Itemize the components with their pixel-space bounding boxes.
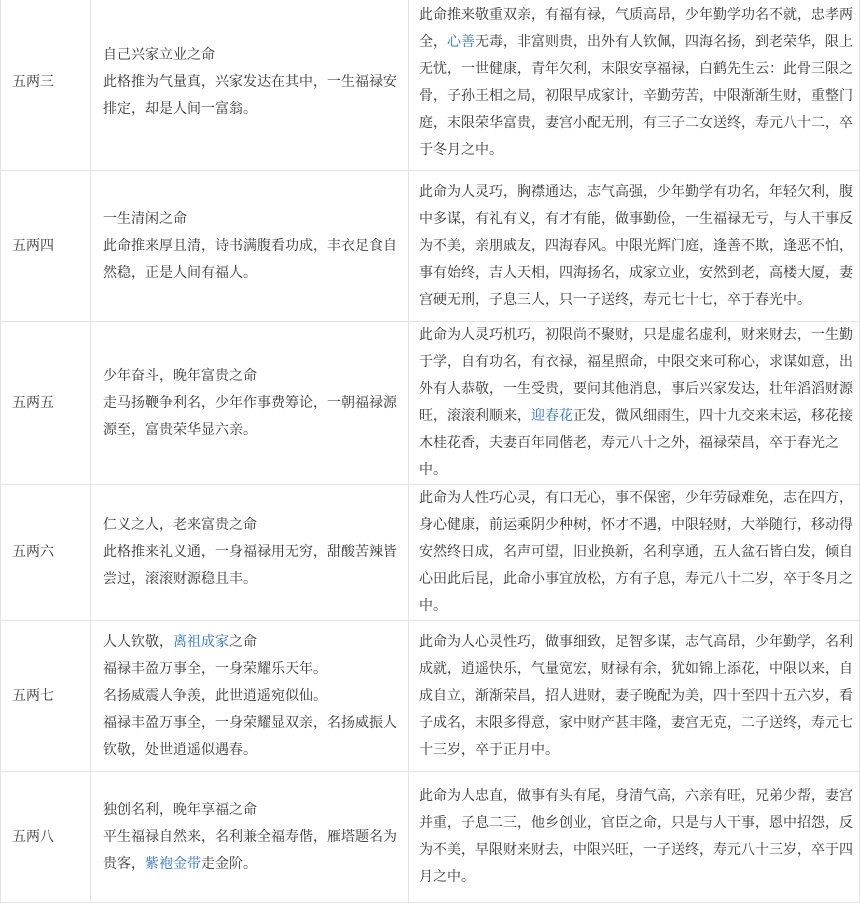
- detail-cell: [409, 171, 860, 322]
- fortune-title: [103, 797, 400, 824]
- text-segment: 此命为人心灵性巧，做事细致，足智多谋，志气高昂，少年勤学，名利成就，逍遥快乐，气量宽宏，财禄有余，犹如锦上添花，中限以来，自成自立，渐渐荣昌，招人进财，妻子晚配为美，四十至四十五六岁，看子成名，末限多得意，家中财产甚丰隆，妻宫无克，二子送终，寿元七十三岁，卒于正月中。: [419, 633, 853, 758]
- text-segment: 福禄丰盈万事全，一身荣耀显双亲，名扬威振人钦敬，处世逍遥似遇春。: [103, 714, 397, 758]
- text-segment: 福禄丰盈万事全，一身荣耀乐天年。: [103, 660, 327, 677]
- text-segment: 之命: [229, 633, 257, 650]
- detail-cell: [409, 621, 860, 772]
- text-segment: 此命推来厚且清，诗书满腹看功成，丰衣足食自然稳，正是人间有福人。: [103, 237, 397, 281]
- verse-line: [103, 710, 400, 764]
- verse-line: [103, 390, 400, 444]
- text-segment: 正发，微风细雨生，四十九交来末运，移花接木桂花香，夫妻百年同偕老，寿元八十之外，福禄荣昌，卒于春光之中。: [419, 408, 853, 478]
- table-row: [1, 772, 860, 903]
- fortune-title: [103, 629, 400, 656]
- keyword-link[interactable]: 紫袍金带: [145, 855, 201, 872]
- verse-line: [103, 824, 400, 878]
- fortune-title: [103, 363, 400, 390]
- table-row: [1, 171, 860, 322]
- verse-line: [103, 233, 400, 287]
- text-segment: 此命为人灵巧机巧，初限尚不聚财，只是虚名虚利，财来财去，一生勤于学，自有功名，有衣禄，福星照命，中限交来可称心，求谋如意，出外有人恭敬，一生受贵，要问其他消息，事后兴家发达，壮年滔滔财源旺，滚滚利顺来，: [419, 327, 853, 424]
- detail-cell: [409, 485, 860, 621]
- weight-cell: 五两五: [1, 322, 91, 485]
- title-cell: [91, 485, 409, 621]
- text-segment: 一生清闲之命: [103, 210, 187, 227]
- text-segment: 独创名利，晚年享福之命: [103, 801, 257, 818]
- text-segment: 此命为人忠直，做事有头有尾，身清气高，六亲有旺，兄弟少帮，妻宫并重，子息二三，他乡创业，官臣之命，只是与人干事，恩中招怨，反为不美，早限财来财去，中限兴旺，一子送终，寿元八十三岁，卒于四月之中。: [419, 788, 853, 885]
- weight-cell: 五两六: [1, 485, 91, 621]
- text-segment: 走马扬鞭争利名，少年作事费筹论，一朝福禄源源至，富贵荣华显六亲。: [103, 394, 397, 438]
- text-segment: 平生福禄自然来，名利兼全福寿偕，雁塔题名为贵客，: [103, 828, 397, 872]
- weight-cell: 五两七: [1, 621, 91, 772]
- table-row: [1, 621, 860, 772]
- weight-cell: 五两三: [1, 0, 91, 171]
- keyword-link[interactable]: 离祖成家: [173, 633, 229, 650]
- table-row: [1, 0, 860, 171]
- text-segment: 此命为人灵巧，胸襟通达，志气高强，少年勤学有功名，年轻欠利，腹中多谋，有礼有义，有才有能，做事勤俭，一生福禄无亏，与人干事反为不美，亲朋戚友，四海春风。中限光辉门庭，逢善不欺，逢恶不怕，事有始终，吉人天相，四海扬名，成家立业，安然到老，高楼大厦，妻宫硬无刑，子息三人，只一子送终，寿元七十七，卒于春光中。: [419, 183, 853, 308]
- text-segment: 名扬威震人争羡，此世逍遥宛似仙。: [103, 687, 327, 704]
- text-segment: 此命为人性巧心灵，有口无心，事不保密，少年劳碌难免，志在四方，身心健康，前运乘阴少种树，怀才不遇，中限轻财，大举随行，移动得安然终日成，名声可望，旧业换新，名利享通，五人盆石皆白发，倾自心田此后昆，此命小事宜放松，方有子息，寿元八十二岁，卒于冬月之中。: [419, 490, 853, 614]
- verse-line: [103, 683, 400, 710]
- detail-cell: [409, 0, 860, 171]
- table-row: [1, 322, 860, 485]
- title-cell: [91, 0, 409, 171]
- verse-line: [103, 539, 400, 593]
- weight-cell: 五两四: [1, 171, 91, 322]
- text-segment: 仁义之人，老来富贵之命: [103, 517, 257, 533]
- keyword-link[interactable]: 心善: [447, 33, 475, 50]
- text-segment: 人人钦敬，: [103, 633, 173, 650]
- text-segment: 此格推为气量真，兴家发达在其中，一生福禄安排定，却是人间一富翁。: [103, 74, 397, 117]
- detail-cell: [409, 772, 860, 903]
- title-cell: [91, 322, 409, 485]
- text-segment: 此命推来敬重双亲，有福有禄，气质高昂，少年勤学功名不就，忠孝两全，: [419, 6, 853, 50]
- text-segment: 少年奋斗，晚年富贵之命: [103, 367, 257, 384]
- title-cell: [91, 621, 409, 772]
- fortune-title: [103, 206, 400, 233]
- text-segment: 无毒，非富则贵，出外有人钦佩，四海名扬，到老荣华，限上无忧，一世健康，青年欠利，末限安享福禄，白鹤先生云：此骨三限之骨，子孙王相之局，初限早成家计，辛勤劳苦，中限渐渐生财，重整门庭，末限荣华富贵，妻宫小配无刑，有三子二女送终，寿元八十二，卒于冬月之中。: [419, 33, 853, 158]
- fortune-title: [103, 512, 400, 539]
- weight-cell: 五两八: [1, 772, 91, 903]
- table-row: [1, 485, 860, 621]
- fortune-title: [103, 42, 400, 69]
- keyword-link[interactable]: 迎春花: [531, 408, 573, 424]
- verse-line: [103, 656, 400, 683]
- text-segment: 此格推来礼义通，一身福禄用无穷，甜酸苦辣皆尝过，滚滚财源稳且丰。: [103, 544, 397, 587]
- verse-line: [103, 69, 400, 123]
- text-segment: 自己兴家立业之命: [103, 47, 215, 63]
- title-cell: [91, 171, 409, 322]
- detail-cell: [409, 322, 860, 485]
- title-cell: [91, 772, 409, 903]
- text-segment: 走金阶。: [201, 855, 257, 872]
